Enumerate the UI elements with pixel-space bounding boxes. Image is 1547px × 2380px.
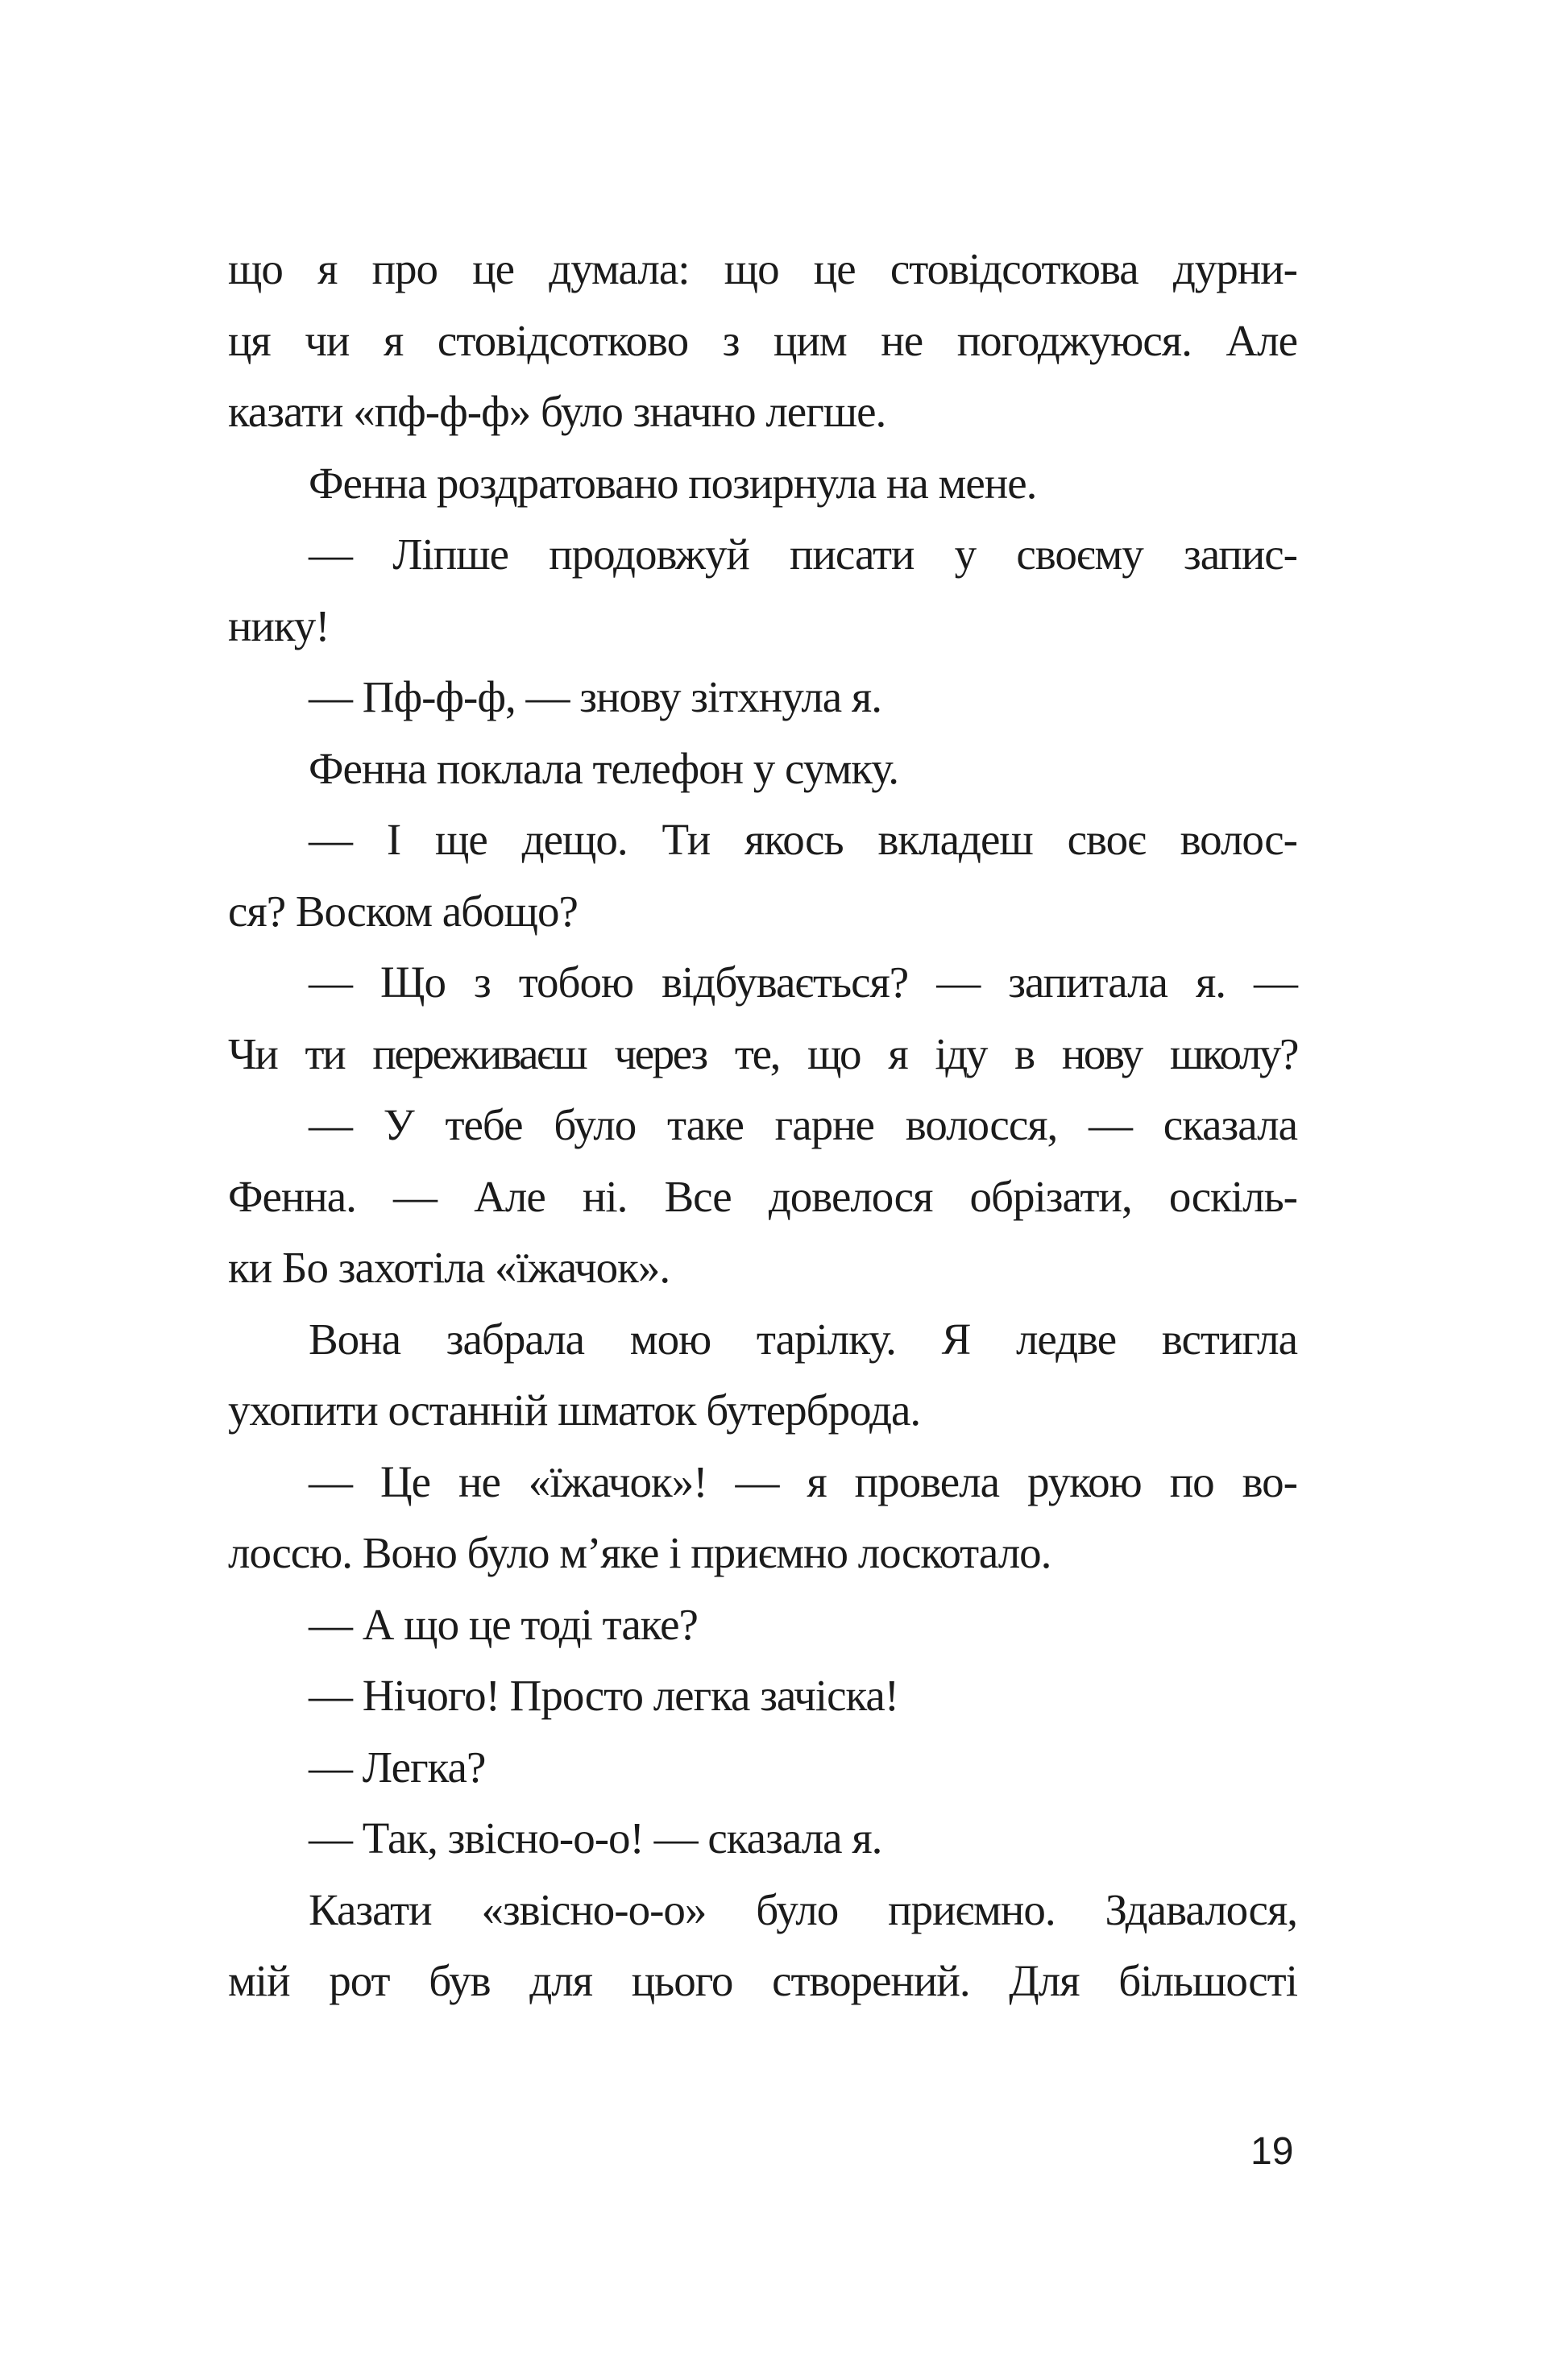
text-line: ся? Воском абощо? xyxy=(228,886,578,936)
text-line: — І ще дещо. Ти якось вкладеш своє волос- xyxy=(309,815,1297,864)
text-line: — Так, звісно-о-о! — сказала я. xyxy=(309,1813,882,1863)
page-number: 19 xyxy=(1250,2130,1294,2173)
text-line: ця чи я стовідсотково з цим не погоджуюся. Але xyxy=(228,315,1297,365)
text-line: — У тебе було таке гарне волосся, — сказала xyxy=(309,1100,1297,1149)
text-line: — Пф-ф-ф, — знову зітхнула я. xyxy=(309,672,881,721)
body-text xyxy=(228,234,1297,2017)
text-line: Фенна роздратовано позирнула на мене. xyxy=(309,458,1037,508)
text-line: — Легка? xyxy=(309,1742,486,1792)
text-line: Вона забрала мою тарілку. Я ледве встигла xyxy=(309,1314,1297,1364)
text-line: ухопити останній шматок бутерброда. xyxy=(228,1385,921,1435)
text-line: нику! xyxy=(228,600,330,650)
text-line: лоссю. Воно було м’яке і приємно лоскотало. xyxy=(228,1528,1051,1577)
text-line: — А що це тоді таке? xyxy=(309,1599,698,1649)
text-line: що я про це думала: що це стовідсоткова дурни- xyxy=(228,244,1297,293)
text-line: мій рот був для цього створений. Для більшості xyxy=(228,1956,1297,2005)
text-line: — Що з тобою відбувається? — запитала я. — xyxy=(309,957,1297,1007)
text-line: Фенна. — Але ні. Все довелося обрізати, оскіль- xyxy=(228,1171,1297,1221)
text-line: Чи ти переживаєш через те, що я іду в нову школу? xyxy=(228,1028,1297,1078)
text-line: ки Бо захотіла «їжачок». xyxy=(228,1243,670,1292)
text-line: — Це не «їжачок»! — я провела рукою по во- xyxy=(309,1456,1297,1506)
text-line: — Нічого! Просто легка зачіска! xyxy=(309,1671,899,1720)
text-line: Фенна поклала телефон у сумку. xyxy=(309,743,898,793)
text-line: — Ліпше продовжуй писати у своєму запис- xyxy=(309,530,1297,579)
text-line: Казати «звісно-о-о» було приємно. Здавалося, xyxy=(309,1884,1297,1934)
text-line: казати «пф-ф-ф» було значно легше. xyxy=(228,387,886,436)
